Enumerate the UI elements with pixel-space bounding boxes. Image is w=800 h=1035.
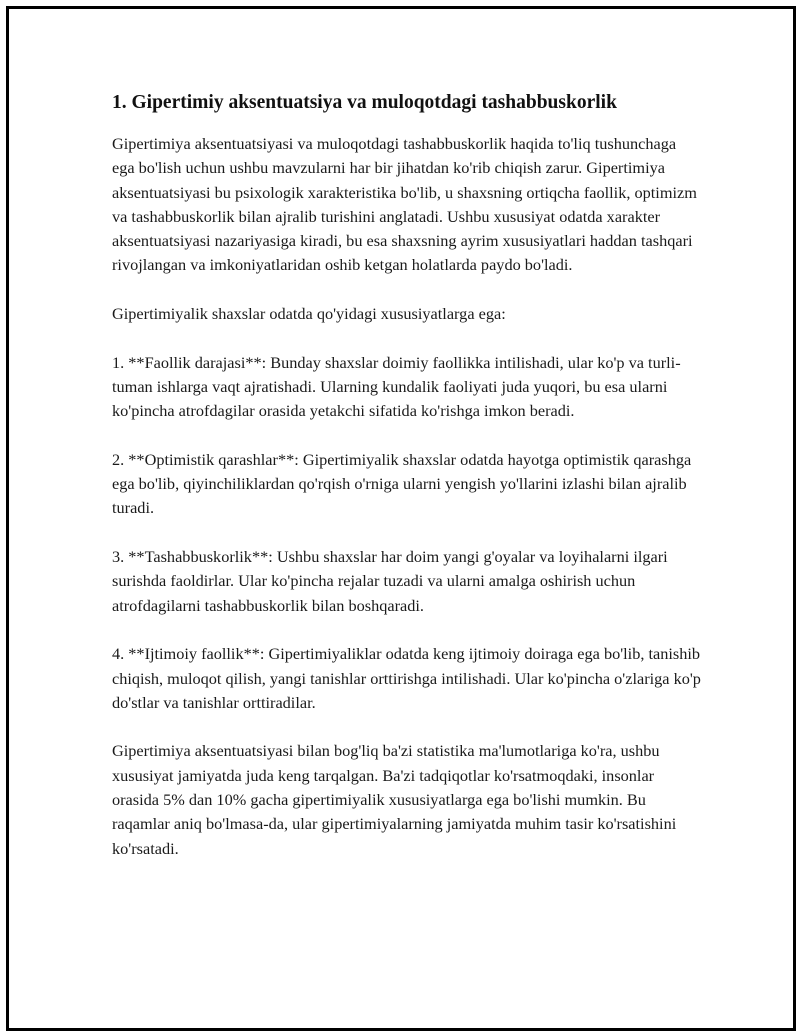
list-item-optimistik: 2. **Optimistik qarashlar**: Gipertimiyalik shaxslar odatda hayotga optimistik qarashga ega bo'lib, qiyinchiliklardan qo'rqish o'rniga ularni yengish yo'llarini izlashi bilan ajralib turadi. — [112, 449, 692, 518]
list-item-tashabbuskorlik: 3. **Tashabbuskorlik**: Ushbu shaxslar har doim yangi g'oyalar va loyihalarni ilgari surishda faoldirlar. Ular ko'pincha rejalar tuzadi va ularni amalga oshirish uchun atrofdagilarni tashabbuskorlik bilan boshqaradi. — [112, 547, 668, 615]
list-item-ijtimoiy: 4. **Ijtimoiy faollik**: Gipertimiyaliklar odatda keng ijtimoiy doiraga ega bo'lib, tanishib chiqish, muloqot qilish, yangi tanishlar orttirishga intilishadi. Ular ko'pincha o'zlariga ko'p do'stlar va tanishlar orttiradilar. — [112, 644, 701, 712]
intro-paragraph: Gipertimiya aksentuatsiyasi va muloqotdagi tashabbuskorlik haqida to'liq tushunchaga ega bo'lish uchun ushbu mavzularni har bir jihatdan ko'rib chiqish zarur. Gipertimiya aksentuatsiyasi bu psixologik xarakteristika bo'lib, u shaxsning ortiqcha faollik, optimizm va tashabbuskorlik bilan ajralib turishini anglatadi. Ushbu xususiyat odatda xarakter aksentuatsiyasi nazariyasiga kiradi, bu esa shaxsning ayrim xususiyatlari haddan tashqari rivojlangan va imkoniyatlaridan oshib ketgan holatlarda paydo bo'ladi. — [112, 134, 697, 275]
list-intro-paragraph: Gipertimiyalik shaxslar odatda qo'yidagi xususiyatlarga ega: — [112, 304, 506, 324]
statistics-paragraph: Gipertimiya aksentuatsiyasi bilan bog'liq ba'zi statistika ma'lumotlariga ko'ra, ushbu xususiyat jamiyatda juda keng tarqalgan. Ba'zi tadqiqotlar ko'rsatmoqdaki, insonlar orasida 5% dan 10% gacha gipertimiyalik xususiyatlarga ega bo'lishi mumkin. Bu raqamlar aniq bo'lmasa-da, ular gipertimiyalarning jamiyatda muhim tasir ko'rsatishini ko'rsatadi. — [112, 741, 677, 858]
document-body — [112, 88, 702, 885]
list-item-faollik: 1. **Faollik darajasi**: Bunday shaxslar doimiy faollikka intilishadi, ular ko'p va turli-tuman ishlarga vaqt ajratishadi. Ularning kundalik faoliyati juda yuqori, bu esa ularni ko'pincha atrofdagilar orasida yetakchi sifatida ko'rishga imkon beradi. — [112, 352, 681, 421]
section-heading: 1. Gipertimiy aksentuatsiya va muloqotdagi tashabbuskorlik — [112, 92, 617, 113]
